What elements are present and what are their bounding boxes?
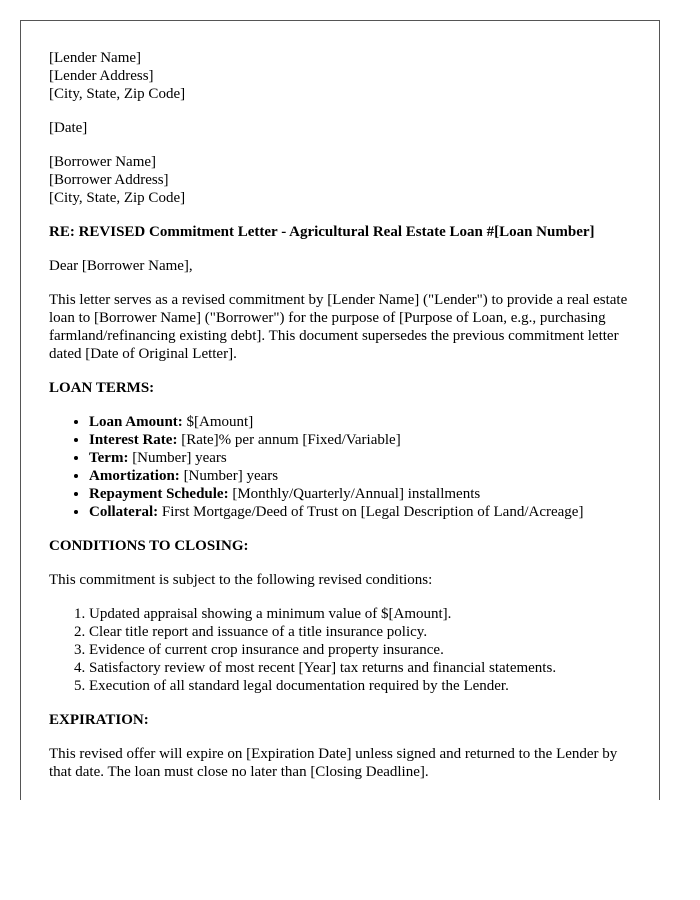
condition-item: 5. Execution of all standard legal documentation required by the Lender. — [89, 677, 639, 695]
condition-item: 1. Updated appraisal showing a minimum value of $[Amount]. — [89, 605, 639, 623]
term-value: [Number] years — [179, 468, 279, 484]
loan-term-item — [89, 449, 639, 467]
condition-item: 4. Satisfactory review of most recent [Year] tax returns and financial statements. — [89, 659, 639, 677]
letter-date-block — [49, 119, 639, 137]
letter-content — [49, 49, 639, 797]
loan-terms-heading: LOAN TERMS: — [49, 380, 155, 396]
loan-terms-list — [49, 413, 639, 521]
conditions-heading: CONDITIONS TO CLOSING: — [49, 538, 249, 554]
term-label: Interest Rate: — [89, 432, 178, 448]
expiration-paragraph: This revised offer will expire on [Expiration Date] unless signed and returned to the Lender by that date. The loan must close no later than [Closing Deadline]. — [49, 746, 618, 780]
term-value: First Mortgage/Deed of Trust on [Legal Description of Land/Acreage] — [158, 504, 584, 520]
lender-address-block — [49, 49, 639, 103]
loan-term-item — [89, 413, 639, 431]
expiration-heading: EXPIRATION: — [49, 712, 149, 728]
term-label: Loan Amount: — [89, 414, 183, 430]
term-label: Amortization: — [89, 468, 180, 484]
lender-name: [Lender Name] — [49, 50, 142, 66]
intro-paragraph: This letter serves as a revised commitment by [Lender Name] ("Lender") to provide a real estate loan to [Borrower Name] ("Borrower") for the purpose of [Purpose of Loan, e.g., purchasing farmland/refinancing existing debt]. This document supersedes the previous commitment letter dated [Date of Original Letter]. — [49, 292, 628, 362]
loan-term-item — [89, 467, 639, 485]
loan-term-item — [89, 485, 639, 503]
conditions-list — [49, 605, 639, 695]
borrower-address-block — [49, 153, 639, 207]
borrower-city-state-zip: [City, State, Zip Code] — [49, 190, 186, 206]
letter-date: [Date] — [49, 120, 88, 136]
lender-address: [Lender Address] — [49, 68, 154, 84]
term-value: [Monthly/Quarterly/Annual] installments — [228, 486, 481, 502]
loan-term-item — [89, 503, 639, 521]
borrower-address: [Borrower Address] — [49, 172, 169, 188]
term-label: Term: — [89, 450, 129, 466]
term-value: [Rate]% per annum [Fixed/Variable] — [177, 432, 401, 448]
loan-term-item — [89, 431, 639, 449]
term-value: [Number] years — [128, 450, 227, 466]
term-value: $[Amount] — [182, 414, 254, 430]
lender-city-state-zip: [City, State, Zip Code] — [49, 86, 186, 102]
borrower-name: [Borrower Name] — [49, 154, 157, 170]
conditions-intro: This commitment is subject to the following revised conditions: — [49, 572, 433, 588]
condition-item: 2. Clear title report and issuance of a title insurance policy. — [89, 623, 639, 641]
term-label: Collateral: — [89, 504, 159, 520]
letter-page — [20, 20, 660, 800]
condition-item: 3. Evidence of current crop insurance and property insurance. — [89, 641, 639, 659]
subject-line: RE: REVISED Commitment Letter - Agricultural Real Estate Loan #[Loan Number] — [49, 224, 595, 240]
salutation: Dear [Borrower Name], — [49, 258, 193, 274]
term-label: Repayment Schedule: — [89, 486, 229, 502]
